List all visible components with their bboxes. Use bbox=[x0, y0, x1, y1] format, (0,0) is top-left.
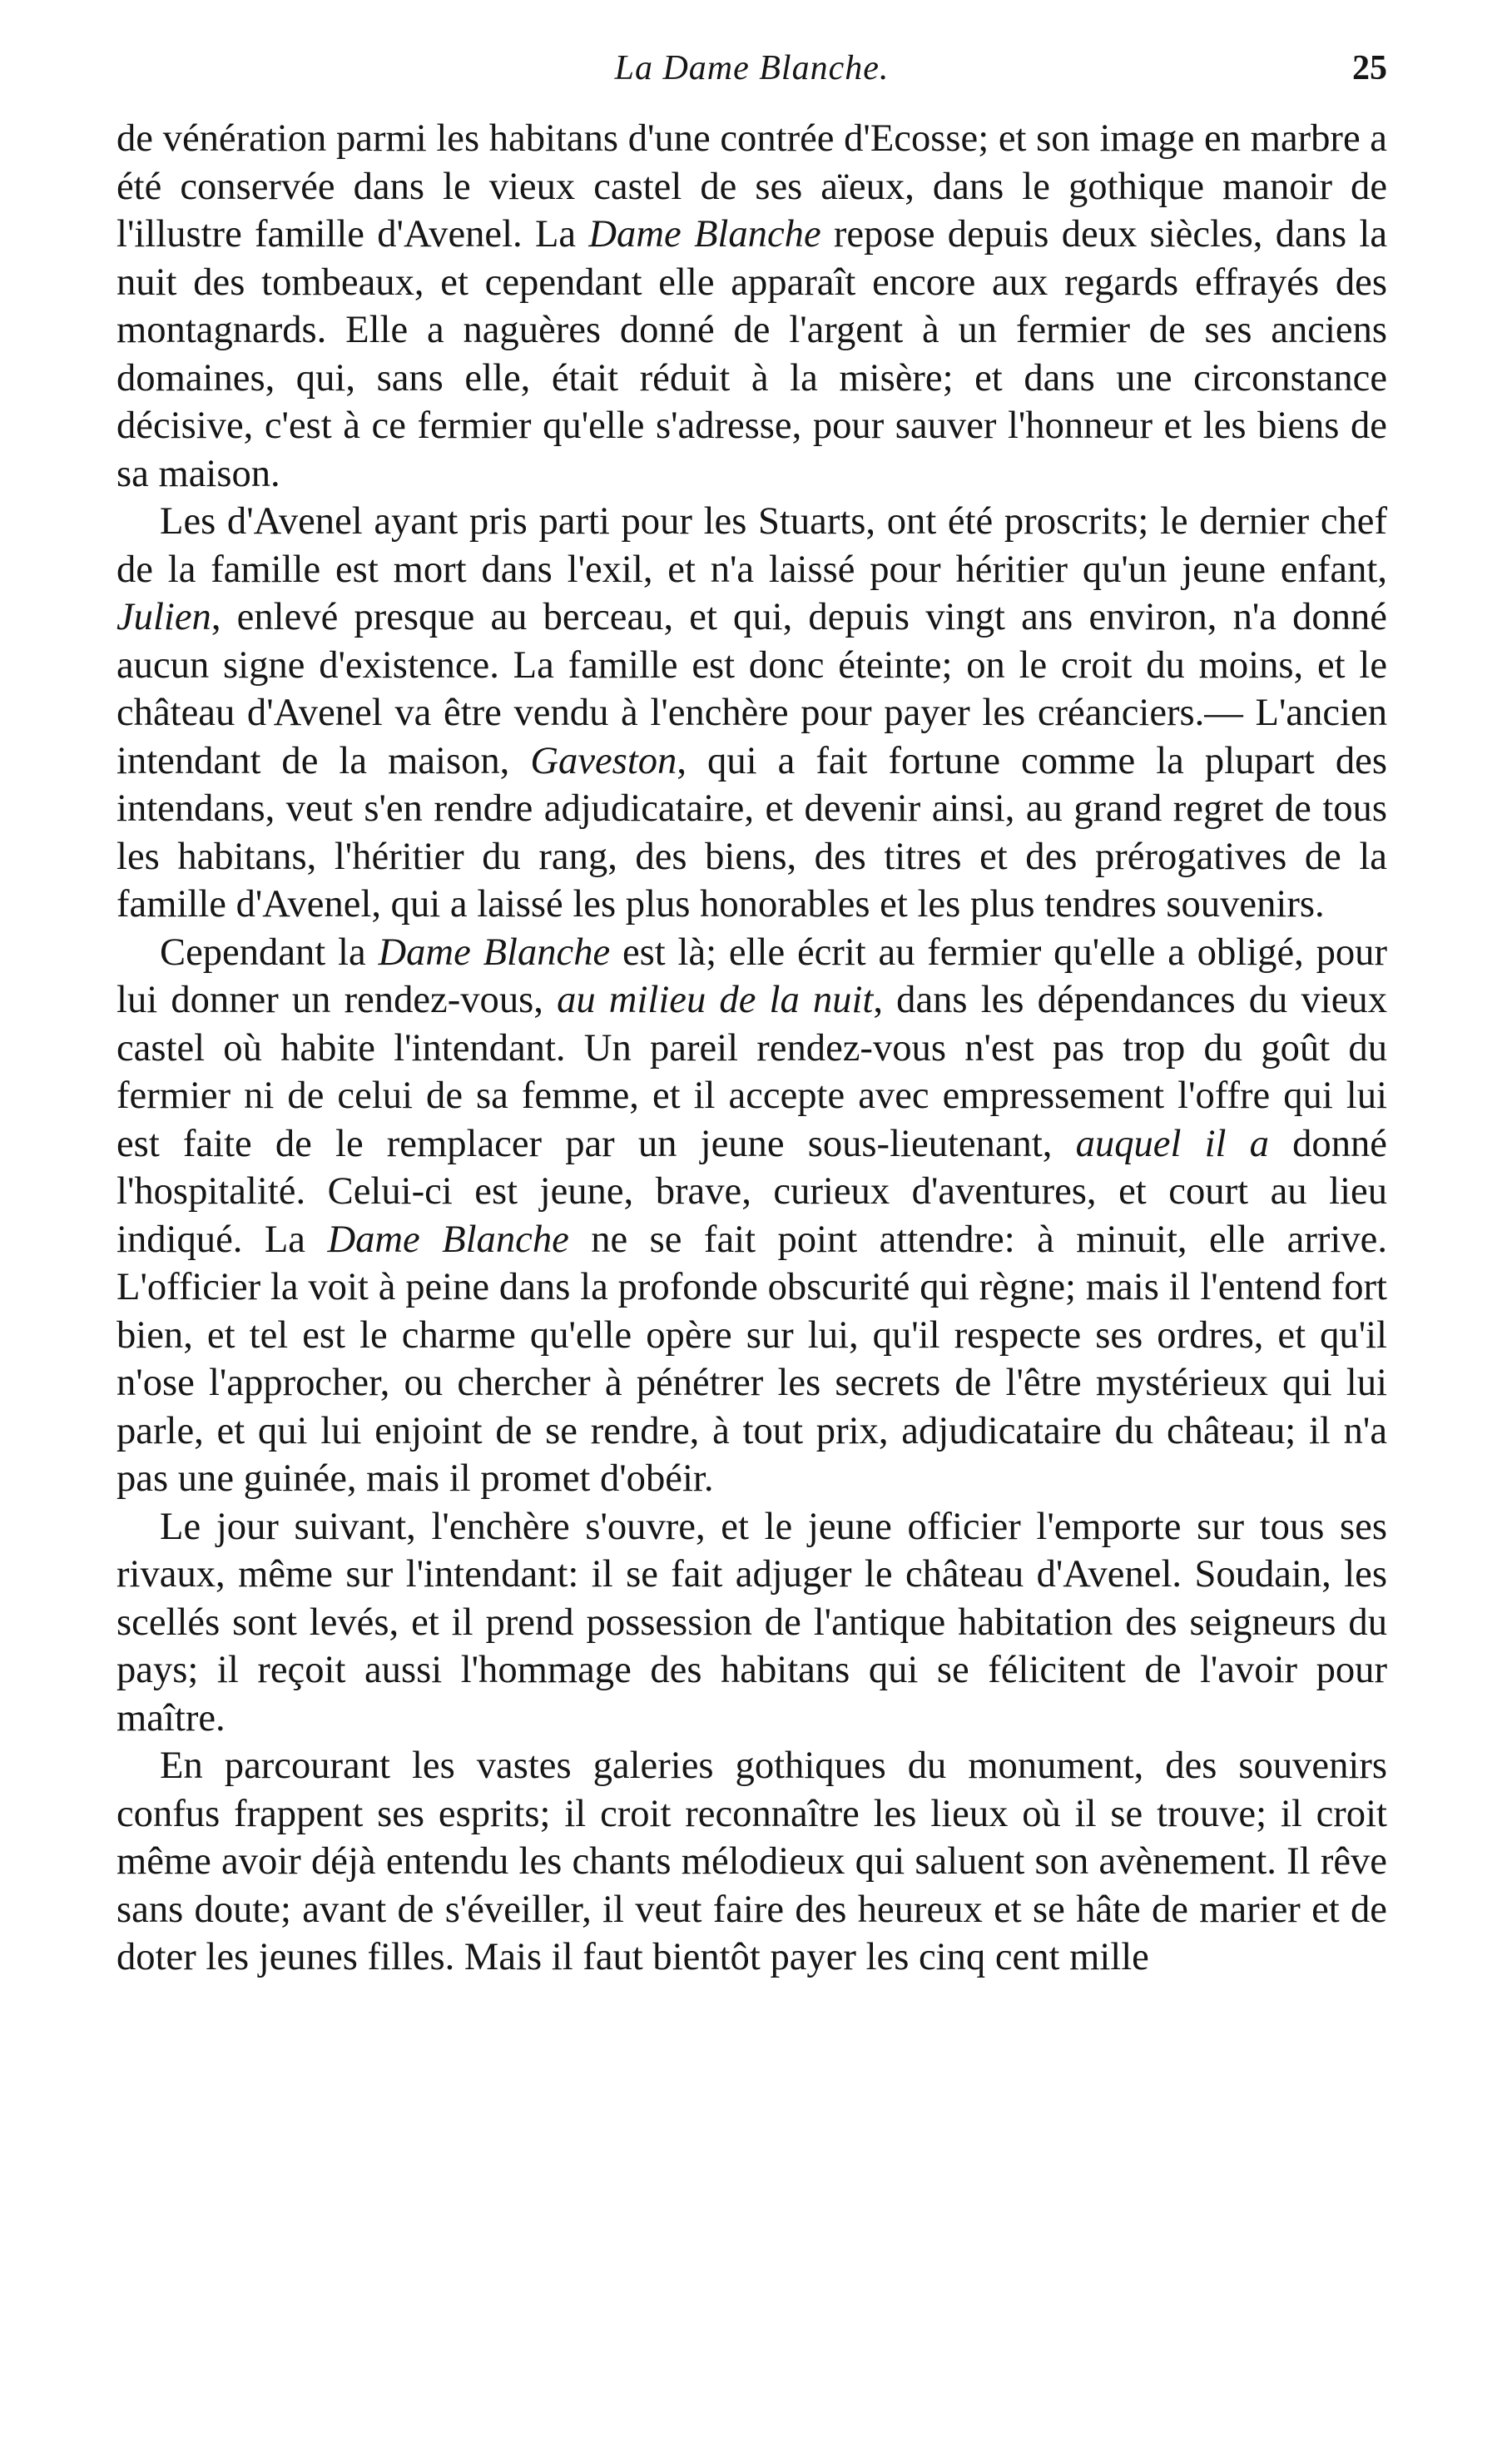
italic-text-run: Dame Blanche bbox=[378, 930, 611, 974]
body-text bbox=[116, 115, 1387, 1982]
running-title: La Dame Blanche. bbox=[614, 49, 890, 87]
text-run: En parcourant les vastes galeries gothiques du monument, des souvenirs confus frappent ses esprits; il croit reconnaître les lieux où il se trouve; il croit même avoir déjà entendu les chants mélodieux qui saluent son avènement. Il rêve sans doute; avant de s'éveiller, il veut faire des heureux et se hâte de marier et de doter les jeunes filles. Mais il faut bientôt payer les cinq cent mille bbox=[116, 1744, 1387, 1978]
text-run: Les d'Avenel ayant pris parti pour les Stuarts, ont été proscrits; le dernier chef de la famille est mort dans l'exil, et n'a laissé pour héritier qu'un jeune enfant, bbox=[116, 499, 1387, 591]
text-run: repose depuis deux siècles, dans la nuit des tombeaux, et cependant elle apparaît encore aux regards effrayés des montagnards. Elle a naguères donné de l'argent à un fermier de ses anciens domaines, qui, sans elle, était réduit à la misère; et dans une circonstance décisive, c'est à ce fermier qu'elle s'adresse, pour sauver l'honneur et les biens de sa maison. bbox=[116, 212, 1388, 495]
italic-text-run: Julien bbox=[116, 595, 211, 638]
italic-text-run: au milieu de la nuit bbox=[557, 978, 874, 1021]
italic-text-run: Gaveston bbox=[530, 738, 677, 782]
paragraph-2 bbox=[116, 498, 1387, 929]
paragraph-1 bbox=[116, 115, 1387, 498]
text-run: , enlevé presque au berceau, et qui, depuis vingt ans environ, n'a donné aucun signe d'existence. La famille est donc éteinte; on le croit du moins, et le château d'Avenel va être vendu à l'enchère pour payer les créanciers.— L'ancien intendant de la maison, bbox=[116, 595, 1387, 782]
paragraph-5 bbox=[116, 1742, 1387, 1982]
paragraph-4 bbox=[116, 1503, 1387, 1743]
paragraph-3 bbox=[116, 929, 1387, 1503]
italic-text-run: Dame Blanche bbox=[327, 1217, 569, 1261]
text-run: donné l'hospitalité. Celui-ci est jeune, brave, curieux d'aventures, et court au lieu indiqué. La bbox=[116, 1121, 1387, 1261]
text-run: Le jour suivant, l'enchère s'ouvre, et le jeune officier l'emporte sur tous ses rivaux, même sur l'intendant: il se fait adjuger le château d'Avenel. Soudain, les scellés sont levés, et il prend possession de l'antique habitation des seigneurs du pays; il reçoit aussi l'hommage des habitans qui se félicitent de l'avoir pour maître. bbox=[116, 1504, 1387, 1740]
text-run: de vénération parmi les habitans d'une contrée d'Ecosse; et son image en marbre a été conservée dans le vieux castel de ses aïeux, dans le gothique manoir de l'illustre famille d'Avenel. La bbox=[116, 117, 1387, 256]
italic-text-run: auquel il a bbox=[1075, 1121, 1269, 1165]
running-head bbox=[116, 48, 1387, 95]
text-run: ne se fait point attendre: à minuit, elle arrive. L'officier la voit à peine dans la profonde obscurité qui règne; mais il l'entend fort bien, et tel est le charme qu'elle opère sur lui, qu'il respecte ses ordres, et qu'il n'ose l'approcher, ou chercher à pénétrer les secrets de l'être mystérieux qui lui parle, et qui lui enjoint de se rendre, à tout prix, adjudicataire du château; il n'a pas une guinée, mais il promet d'obéir. bbox=[116, 1217, 1387, 1500]
text-run: , dans les dépendances du vieux castel où habite l'intendant. Un pareil rendez-vous n'est pas trop du goût du fermier ni de celui de sa femme, et il accepte avec empressement l'offre qui lui est faite de le remplacer par un jeune sous-lieutenant, bbox=[116, 978, 1388, 1165]
text-run: , qui a fait fortune comme la plupart des intendans, veut s'en rendre adjudicataire, et devenir ainsi, au grand regret de tous les habitans, l'héritier du rang, des biens, des titres et des prérogatives de la famille d'Avenel, qui a laissé les plus honorables et les plus tendres souvenirs. bbox=[116, 738, 1387, 926]
italic-text-run: Dame Blanche bbox=[588, 212, 821, 256]
text-run: est là; elle écrit au fermier qu'elle a obligé, pour lui donner un rendez-vous, bbox=[116, 930, 1387, 1021]
text-run: Cependant la bbox=[160, 930, 379, 974]
page-number: 25 bbox=[1352, 49, 1387, 87]
